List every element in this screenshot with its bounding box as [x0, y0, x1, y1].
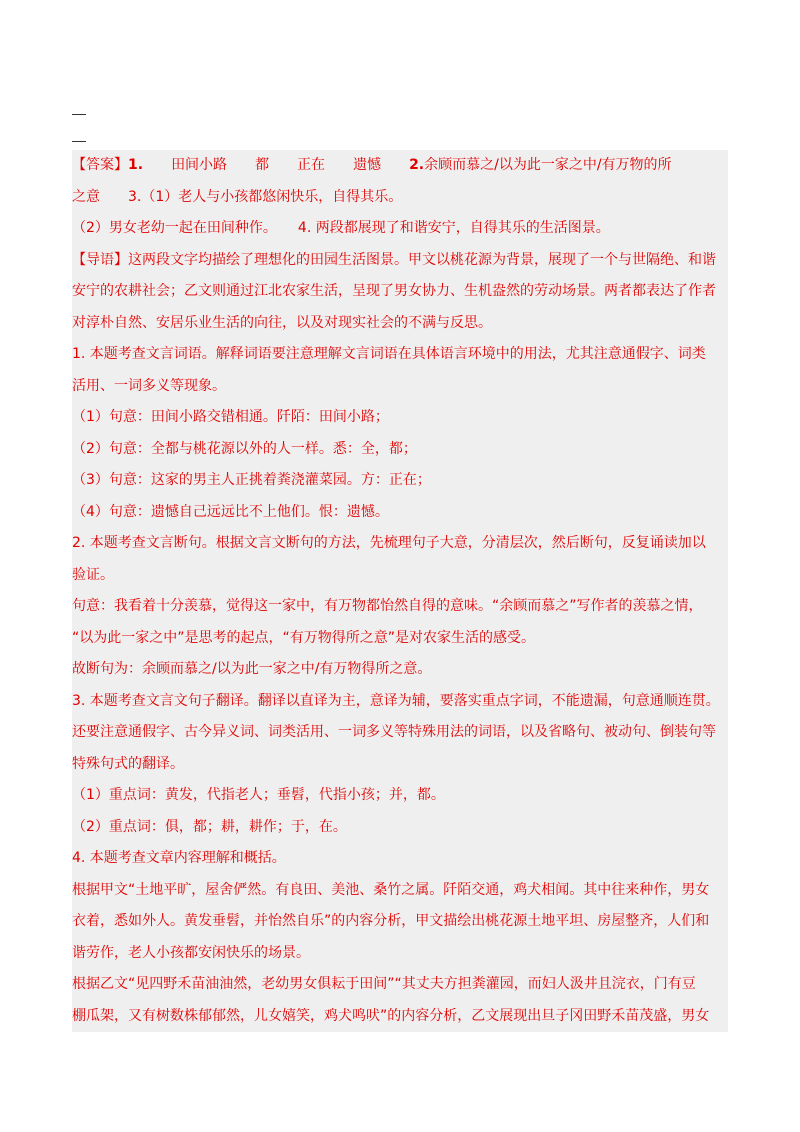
text-line: 活用、一词多义等现象。: [72, 377, 226, 394]
dash-mark: [72, 114, 86, 115]
answer-item: 都: [255, 157, 270, 173]
text-line: （2）句意：全都与桃花源以外的人一样。悉：全，都；: [72, 440, 417, 457]
text-line: 根据甲文“土地平旷，屋舍俨然。有良田、美池、桑竹之属。阡陌交通，鸡犬相闻。其中往来种作，男女: [72, 881, 710, 898]
answer-item: 田间小路: [171, 157, 228, 173]
question-number: 1.: [128, 157, 144, 173]
text-line: 1. 本题考查文言词语。解释词语要注意理解文言词语在具体语言环境中的用法，尤其注意通假字、词类: [72, 346, 706, 362]
text-line: 对淳朴自然、安居乐业生活的向往，以及对现实社会的不满与反思。: [72, 314, 492, 331]
text-line: 验证。: [72, 566, 114, 583]
text-line: （1）句意：田间小路交错相通。阡陌：田间小路；: [72, 409, 389, 425]
answer-line: [72, 150, 728, 182]
text-line: （4）句意：遗憾自己远远比不上他们。恨：遗憾。: [72, 503, 389, 520]
text-line: 安宁的农耕社会；乙文则通过江北农家生活，呈现了男女协力、生机盎然的劳动场景。两者都表达了作者: [72, 283, 716, 299]
intro-line: [72, 245, 728, 277]
text-line: （1）重点词：黄发，代指老人；垂髫，代指小孩；并，都。: [72, 787, 445, 803]
text-line: 棚瓜架，又有树数株郁郁然，儿女嬉笑，鸡犬鸣吠”的内容分析，乙文展现出旦子冈田野禾苗茂盛，男女: [72, 1007, 710, 1024]
text-line: “以为此一家之中”是思考的起点，“有万物得所之意”是对农家生活的感受。: [72, 629, 536, 646]
answer-item: 余顾而慕之/以为此一家之中/有万物的所: [424, 157, 672, 173]
intro-text: 这两段文字均描绘了理想化的田园生活图景。甲文以桃花源为背景，展现了一个与世隔绝、和谐: [128, 251, 716, 268]
text-line: （3）句意：这家的男主人正挑着粪浇灌菜园。方：正在；: [72, 472, 431, 488]
text-line: （2）重点词：俱，都；耕，耕作；于，在。: [72, 818, 347, 835]
text-line: 谐劳作，老人小孩都安闲快乐的场景。: [72, 944, 310, 961]
text-line: 故断句为：余顾而慕之/以为此一家之中/有万物得所之意。: [72, 661, 432, 677]
text-line: 还要注意通假字、古今异义词、词类活用、一词多义等特殊用法的词语，以及省略句、被动句、倒装句等: [72, 724, 716, 740]
text-line: 之意 3.（1）老人与小孩都悠闲快乐，自得其乐。: [72, 188, 403, 205]
answer-item: 遗憾: [353, 157, 382, 173]
text-line: 4. 本题考查文章内容理解和概括。: [72, 850, 286, 866]
text-line: 衣着，悉如外人。黄发垂髫，并怡然自乐”的内容分析，甲文描绘出桃花源土地平坦、房屋整齐，人们和: [72, 913, 710, 929]
text-line: （2）男女老幼一起在田间种作。 4. 两段都展现了和谐安宁，自得其乐的生活图景。: [72, 220, 610, 236]
dash-mark: [72, 141, 86, 142]
text-line: 特殊句式的翻译。: [72, 755, 184, 772]
answer-analysis-block: [72, 150, 728, 1032]
question-number: 2.: [409, 157, 425, 173]
intro-label: 【导语】: [72, 251, 128, 268]
text-line: 2. 本题考查文言断句。根据文言文断句的方法，先梳理句子大意，分清层次，然后断句，反复诵读加以: [72, 535, 706, 551]
text-line: 3. 本题考查文言文句子翻译。翻译以直译为主，意译为辅，要落实重点字词，不能遗漏，句意通顺连贯。: [72, 692, 720, 709]
answer-label: 【答案】: [72, 157, 128, 173]
text-line: 根据乙文“见四野禾苗油油然，老幼男女俱耘于田间”“其丈夫方担粪灌园，而妇人汲井且浣衣，门有豆: [72, 976, 696, 992]
answer-item: 正在: [297, 157, 326, 173]
text-line: 句意：我看着十分羡慕，觉得这一家中，有万物都怡然自得的意味。“余顾而慕之”写作者的羡慕之情，: [72, 598, 703, 614]
